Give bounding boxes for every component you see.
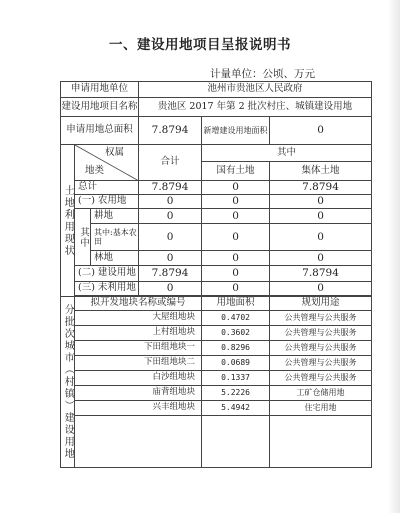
land-row-state-value: 0: [202, 195, 270, 209]
land-status-side-label: 土地利用现状: [61, 145, 75, 297]
land-row-collective-value: 0: [270, 282, 372, 296]
header-of-which: 其中: [202, 145, 372, 162]
land-row-collective-value: 0: [270, 209, 372, 224]
parcel-area: 0.4702: [202, 311, 270, 326]
parcel-header-row: [61, 297, 372, 311]
total-area-label: 申请用地总面积: [61, 117, 139, 145]
header-state-land: 国有土地: [202, 162, 270, 181]
parcel-use: 公共管理与公共服务: [270, 341, 372, 356]
parcel-area: 5.2226: [202, 386, 270, 401]
land-row-label: 其中:基本农田: [91, 224, 139, 251]
parcel-area: 5.4942: [202, 401, 270, 416]
land-row-state-value: 0: [202, 251, 270, 266]
land-row-state-value: 0: [202, 181, 270, 195]
parcel-row: [61, 341, 372, 356]
new-area-label: 新增建设用地面积: [202, 117, 270, 145]
land-row-state-value: 0: [202, 224, 270, 251]
land-row-state-value: 0: [202, 282, 270, 296]
parcel-area: 0.0689: [202, 356, 270, 371]
parcel-row: [61, 326, 372, 341]
header-category: 地类: [85, 165, 105, 177]
land-row-state-value: 0: [202, 209, 270, 224]
land-row-label: (一) 农用地: [75, 195, 139, 209]
unit-label: 计量单位：公顷、万元: [210, 68, 315, 80]
parcel-name: 大屋组地块: [75, 311, 202, 326]
total-area-value: 7.8794: [139, 117, 202, 145]
parcel-use: 公共管理与公共服务: [270, 356, 372, 371]
parcel-name: 庙背组地块: [75, 386, 202, 401]
qizhong-label: 其中: [75, 209, 91, 266]
parcel-area: 0.8296: [202, 341, 270, 356]
land-row-total: [61, 181, 372, 195]
header-collective-land: 集体土地: [270, 162, 372, 181]
parcel-row: [61, 401, 372, 416]
land-row-total-value: 0: [139, 224, 202, 251]
land-row-label: 耕地: [91, 209, 139, 224]
parcel-name: 下田组地块二: [75, 356, 202, 371]
parcel-name: 兴丰组地块: [75, 401, 202, 416]
land-row-total-value: 0: [139, 195, 202, 209]
land-row-total-value: 0: [139, 282, 202, 296]
project-label: 建设用地项目名称: [61, 98, 139, 117]
parcel-row: [61, 371, 372, 386]
land-row-collective-value: 0: [270, 195, 372, 209]
land-row-label: 总计: [75, 181, 139, 195]
land-row-label: 林地: [91, 251, 139, 266]
land-row-label: (三) 未利用地: [75, 282, 139, 296]
project-value: 贵池区 2017 年第 2 批次村庄、城镇建设用地: [139, 98, 372, 117]
parcel-use: 公共管理与公共服务: [270, 326, 372, 341]
parcel-side-label: 分批次城市（村镇）建设用地: [61, 297, 75, 468]
parcel-name: 白沙组地块: [75, 371, 202, 386]
land-row-total-value: 7.8794: [139, 181, 202, 195]
applicant-row: [61, 82, 372, 98]
applicant-label: 申请用地单位: [61, 82, 139, 98]
parcel-header-area: 用地面积: [202, 297, 270, 311]
document-title: 一、建设用地项目呈报说明书: [109, 37, 291, 53]
land-row-construction: [61, 266, 372, 282]
parcel-use: 住宅用地: [270, 401, 372, 416]
land-row-collective-value: 7.8794: [270, 181, 372, 195]
parcel-header-name: 拟开发地块名称或编号: [75, 297, 202, 311]
land-row-unused: [61, 282, 372, 296]
land-row-total-value: 0: [139, 209, 202, 224]
parcel-use: 公共管理与公共服务: [270, 371, 372, 386]
project-report-table: [60, 81, 372, 468]
parcel-header-use: 规划用途: [270, 297, 372, 311]
land-row-label: (二) 建设用地: [75, 266, 139, 282]
land-row-agricultural: [61, 195, 372, 209]
parcel-name: 下田组地块一: [75, 341, 202, 356]
land-row-total-value: 7.8794: [139, 266, 202, 282]
parcel-name: 上村组地块: [75, 326, 202, 341]
land-row-forest: [61, 251, 372, 266]
new-area-value: 0: [270, 117, 372, 145]
parcel-row: [61, 356, 372, 371]
land-row-cultivated: [61, 209, 372, 224]
page-edge-shadow: [388, 0, 400, 513]
land-status-header-row: [61, 145, 372, 162]
header-total: 合计: [139, 145, 202, 181]
parcel-empty-row: [61, 416, 372, 468]
land-row-collective-value: 7.8794: [270, 266, 372, 282]
land-row-total-value: 0: [139, 251, 202, 266]
parcel-row: [61, 311, 372, 326]
diagonal-header-cell: [75, 145, 139, 181]
project-row: [61, 98, 372, 117]
land-row-state-value: 0: [202, 266, 270, 282]
parcel-use: 公共管理与公共服务: [270, 311, 372, 326]
land-row-collective-value: 0: [270, 224, 372, 251]
total-area-row: [61, 117, 372, 145]
parcel-use: 工矿仓储用地: [270, 386, 372, 401]
parcel-row: [61, 386, 372, 401]
land-row-basic-farmland: [61, 224, 372, 251]
parcel-area: 0.1337: [202, 371, 270, 386]
header-ownership: 权属: [105, 147, 125, 158]
applicant-value: 池州市贵池区人民政府: [139, 82, 372, 98]
land-row-collective-value: 0: [270, 251, 372, 266]
parcel-area: 0.3602: [202, 326, 270, 341]
